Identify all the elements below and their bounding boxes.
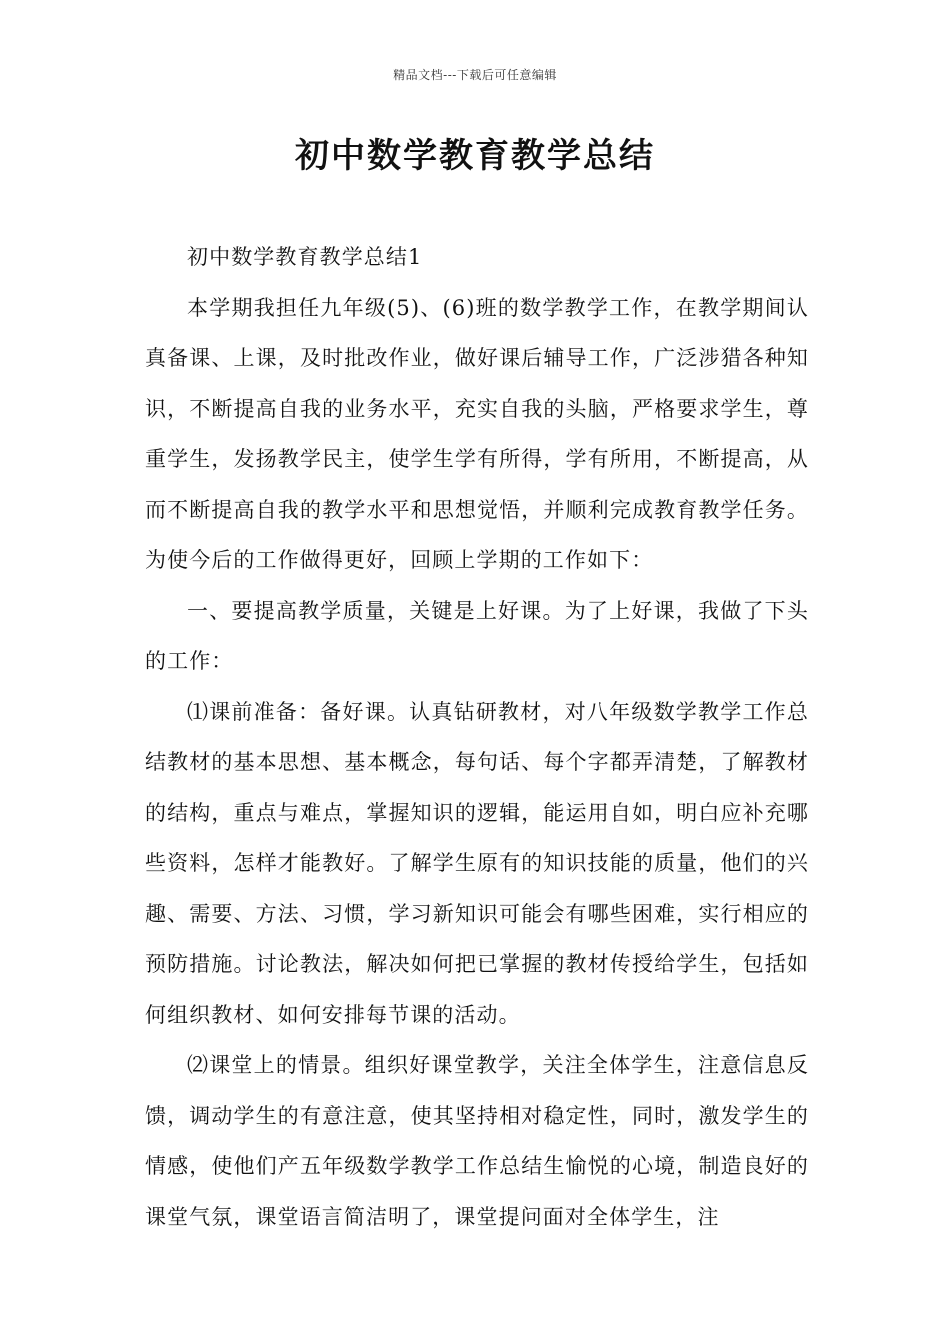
header-note: 精品文档---下载后可任意编辑 bbox=[393, 68, 557, 82]
paragraph: 一、要提高教学质量，关键是上好课。为了上好课，我做了下头的工作： bbox=[145, 598, 809, 673]
paragraph: 本学期我担任九年级(5)、(6)班的数学教学工作，在教学期间认真备课、上课，及时批改作业，做好课后辅导工作，广泛涉猎各种知识，不断提高自我的业务水平，充实自我的头脑，严格要求学生，尊重学生，发扬教学民主，使学生学有所得，学有所用，不断提高，从而不断提高自我的教学水平和思想觉悟，并顺利完成教育教学任务。为使今后的工作做得更好，回顾上学期的工作如下： bbox=[145, 295, 809, 572]
document-title: 初中数学教育教学总结 bbox=[295, 136, 655, 176]
document-body bbox=[145, 232, 809, 1242]
paragraph-subtitle: 初中数学教育教学总结1 bbox=[187, 245, 423, 269]
paragraph: ⑴课前准备：备好课。认真钻研教材，对八年级数学教学工作总结教材的基本思想、基本概念，每句话、每个字都弄清楚，了解教材的结构，重点与难点，掌握知识的逻辑，能运用自如，明白应补充哪些资料，怎样才能教好。了解学生原有的知识技能的质量，他们的兴趣、需要、方法、习惯，学习新知识可能会有哪些困难，实行相应的预防措施。讨论教法，解决如何把已掌握的教材传授给学生，包括如何组织教材、如何安排每节课的活动。 bbox=[145, 699, 809, 1027]
paragraph: ⑵课堂上的情景。组织好课堂教学，关注全体学生，注意信息反馈，调动学生的有意注意，使其坚持相对稳定性，同时，激发学生的情感，使他们产五年级数学教学工作总结生愉悦的心境，制造良好的课堂气氛，课堂语言简洁明了，课堂提问面对全体学生，注 bbox=[145, 1053, 809, 1229]
